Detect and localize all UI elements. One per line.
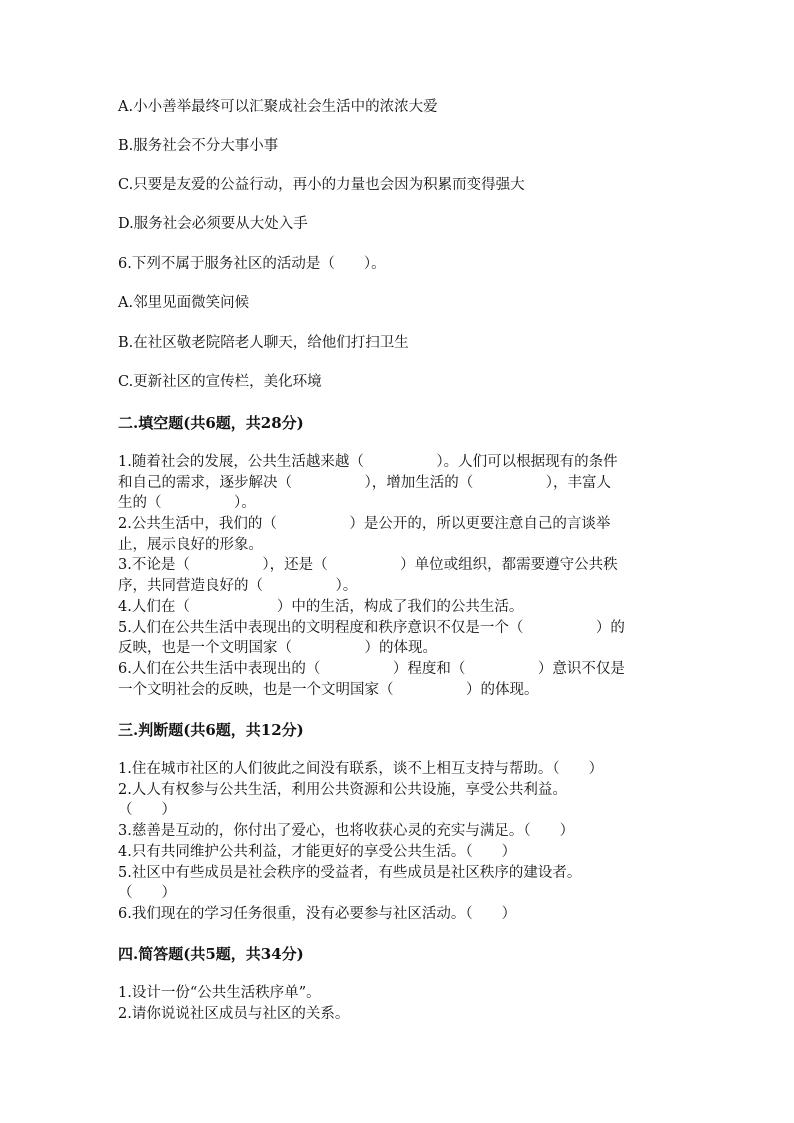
- fill-line: 3.不论是（ ），还是（ ）单位或组织，都需要遵守公共秩: [118, 557, 618, 573]
- fill-line: 4.人们在（ ）中的生活，构成了我们的公共生活。: [118, 599, 524, 615]
- judge-line: （ ）: [118, 802, 176, 818]
- judge-line: （ ）: [118, 885, 176, 901]
- section-2-title: 二.填空题(共6题，共28分): [118, 414, 304, 432]
- judge-line: 2.人人有权参与公共生活，利用公共资源和公共设施，享受公共利益。: [118, 782, 567, 798]
- fill-line: 反映，也是一个文明国家（ ）的体现。: [118, 640, 437, 656]
- fill-line: 止，展示良好的形象。: [118, 537, 263, 553]
- question-6-stem: 6.下列不属于服务社区的活动是（ ）。: [118, 256, 386, 272]
- q6-option-b: B.在社区敬老院陪老人聊天，给他们打扫卫生: [118, 335, 409, 351]
- short-answer-line: 1.设计一份“公共生活秩序单”。: [118, 985, 321, 1001]
- fill-line: 和自己的需求，逐步解决（ ），增加生活的（ ），丰富人: [118, 475, 611, 491]
- short-answer-line: 2.请你说说社区成员与社区的关系。: [118, 1006, 350, 1022]
- fill-line: 生的（ ）。: [118, 495, 256, 511]
- judge-line: 1.住在城市社区的人们彼此之间没有联系，谈不上相互支持与帮助。（ ）: [118, 761, 604, 777]
- fill-line: 2.公共生活中，我们的（ ）是公开的，所以更要注意自己的言谈举: [118, 516, 611, 532]
- judge-line: 5.社区中有些成员是社会秩序的受益者，有些成员是社区秩序的建设者。: [118, 865, 582, 881]
- judge-line: 4.只有共同维护公共利益，才能更好的享受公共生活。（ ）: [118, 844, 517, 860]
- fill-line: 5.人们在公共生活中表现出的文明程度和秩序意识不仅是一个（ ）的: [118, 620, 625, 636]
- fill-line: 6.人们在公共生活中表现出的（ ）程度和（ ）意识不仅是: [118, 661, 625, 677]
- option-c: C.只要是友爱的公益行动，再小的力量也会因为积累而变得强大: [118, 177, 525, 193]
- fill-line: 1.随着社会的发展，公共生活越来越（ ）。人们可以根据现有的条件: [118, 454, 618, 470]
- fill-line: 序，共同营造良好的（ ）。: [118, 578, 358, 594]
- fill-line: 一个文明社会的反映，也是一个文明国家（ ）的体现。: [118, 682, 539, 698]
- judge-line: 6.我们现在的学习任务很重，没有必要参与社区活动。（ ）: [118, 906, 517, 922]
- section-4-title: 四.简答题(共5题，共34分): [118, 945, 304, 963]
- q6-option-a: A.邻里见面微笑问候: [118, 295, 250, 311]
- option-a: A.小小善举最终可以汇聚成社会生活中的浓浓大爱: [118, 99, 438, 115]
- option-b: B.服务社会不分大事小事: [118, 138, 279, 154]
- judge-line: 3.慈善是互动的，你付出了爱心，也将收获心灵的充实与满足。（ ）: [118, 823, 575, 839]
- q6-option-c: C.更新社区的宣传栏，美化环境: [118, 374, 322, 390]
- option-d: D.服务社会必须要从大处入手: [118, 216, 308, 232]
- section-3-title: 三.判断题(共6题，共12分): [118, 721, 304, 739]
